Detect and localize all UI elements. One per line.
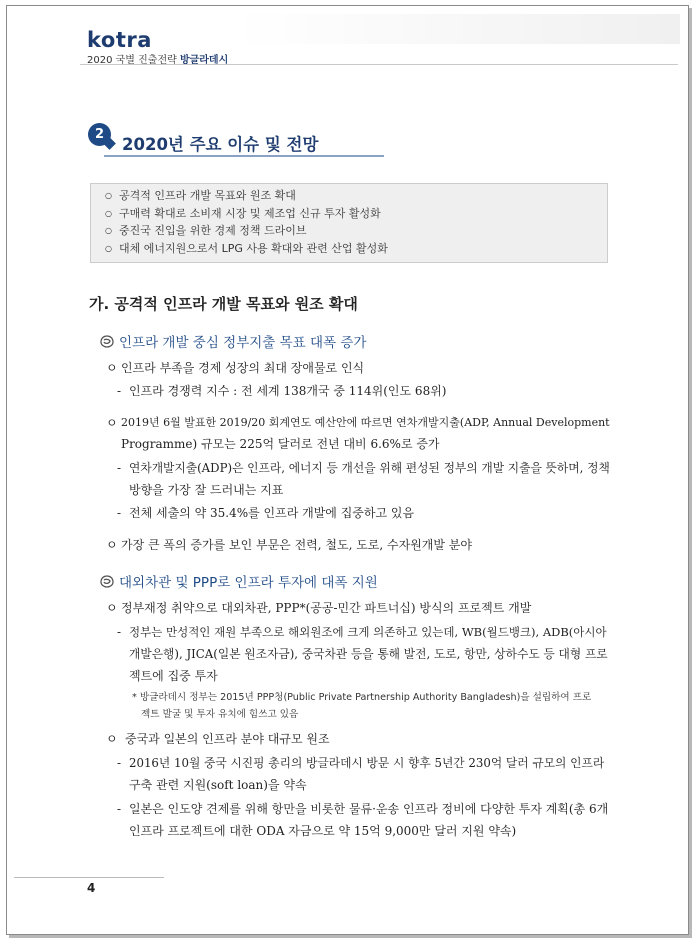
topic-heading-1-text: 인프라 개발 중심 정부지출 목표 대폭 증가 (119, 335, 367, 351)
line-text: 구축 관련 지원(soft loan)을 약속 (129, 778, 307, 792)
summary-item: ○ 대체 에너지원으로서 LPG 사용 확대와 관련 산업 활성화 (105, 241, 607, 259)
header-rule (80, 64, 678, 65)
line-mark: ㅇ (106, 538, 118, 552)
line-text: 2019년 6월 발표한 2019/20 회계연도 예산안에 따르면 연차개발지출(ADP, Annual Development (121, 416, 610, 429)
footer-rule (14, 877, 164, 878)
line-mark: ㅇ (106, 416, 118, 430)
line-mark: - (117, 625, 122, 639)
line-text: Programme) 규모는 225억 달러로 전년 대비 6.6%로 증가 (121, 437, 440, 451)
line-mark: ㅇ (106, 601, 118, 615)
summary-item: ○ 구매력 확대로 소비재 시장 및 제조업 신규 투자 활성화 (105, 206, 607, 224)
line-text: 가장 큰 폭의 증가를 보인 부문은 전력, 철도, 도로, 수자원개발 분야 (121, 538, 472, 552)
line-text: 정부는 만성적인 재원 부족으로 해외원조에 크게 의존하고 있는데, WB(월드뱅크), ADB(아시아 (129, 625, 607, 639)
line-text: 일본은 인도양 견제를 위해 항만을 비롯한 물류·운송 인프라 정비에 다양한 투자 계획(총 6개 (129, 802, 609, 816)
line-text: 인프라 부족을 경제 성장의 최대 장애물로 인식 (121, 361, 365, 375)
line-text: 정부재정 취약으로 대외차관, PPP*(공공-민간 파트너십) 방식의 프로젝트 개발 (121, 601, 532, 615)
topic-heading-2 (99, 571, 378, 591)
subtitle-prefix: 2020 국별 진출전략 (87, 55, 180, 66)
summary-item: ○ 공격적 인프라 개발 목표와 원조 확대 (105, 188, 607, 206)
line-mark: - (117, 802, 122, 816)
line-mark: ㅇ (106, 361, 118, 375)
page-number: 4 (87, 881, 96, 895)
topic-heading-2-text: 대외차관 및 PPP로 인프라 투자에 대폭 지원 (119, 575, 378, 591)
line-text: 개발은행), JICA(일본 원조자금), 중국차관 등을 통해 발전, 도로, 항만, 상하수도 등 대형 프로 (129, 647, 608, 661)
rose-bullet-icon (99, 335, 115, 348)
line-mark: ㅇ (106, 732, 118, 746)
summary-box (90, 183, 608, 263)
footnote-line: * 방글라데시 정부는 2015년 PPP청(Public Private Partnership Authority Bangladesh)을 설립하여 프로 (132, 692, 592, 703)
line-mark: - (117, 506, 122, 520)
line-text: 전체 세출의 약 35.4%를 인프라 개발에 집중하고 있음 (129, 506, 415, 520)
line-mark: - (117, 461, 122, 475)
line-mark: - (117, 384, 122, 398)
subsection-title: 가. 공격적 인프라 개발 목표와 원조 확대 (89, 295, 358, 313)
header-band (236, 14, 680, 44)
section-number-badge: 2 (88, 123, 111, 146)
line-text: 젝트에 집중 투자 (129, 669, 218, 683)
line-mark: - (117, 756, 122, 770)
section-title: 2020년 주요 이슈 및 전망 (122, 135, 319, 154)
line-text: 인프라 경쟁력 지수 : 전 세계 138개국 중 114위(인도 68위) (129, 384, 447, 398)
line-text: 연차개발지출(ADP)은 인프라, 에너지 등 개선을 위해 편성된 정부의 개발 지출을 뜻하며, 정책 (129, 461, 610, 475)
summary-item: ○ 중진국 진입을 위한 경제 정책 드라이브 (105, 223, 607, 241)
section-underline (104, 155, 384, 157)
line-text: 중국과 일본의 인프라 분야 대규모 원조 (125, 732, 330, 746)
topic-heading-1 (99, 331, 366, 351)
line-text: 2016년 10월 중국 시진핑 총리의 방글라데시 방문 시 향후 5년간 230억 달러 규모의 인프라 (129, 756, 605, 770)
line-text: 인프라 프로젝트에 대한 ODA 자금으로 약 15억 9,000만 달러 지원 약속) (129, 824, 517, 838)
subtitle-country: 방글라데시 (179, 55, 229, 66)
rose-bullet-icon (99, 575, 115, 588)
kotra-logo: kotra (87, 28, 152, 52)
footnote-line: 젝트 발굴 및 투자 유치에 힘쓰고 있음 (141, 709, 299, 720)
line-text: 방향을 가장 잘 드러내는 지표 (129, 483, 284, 497)
